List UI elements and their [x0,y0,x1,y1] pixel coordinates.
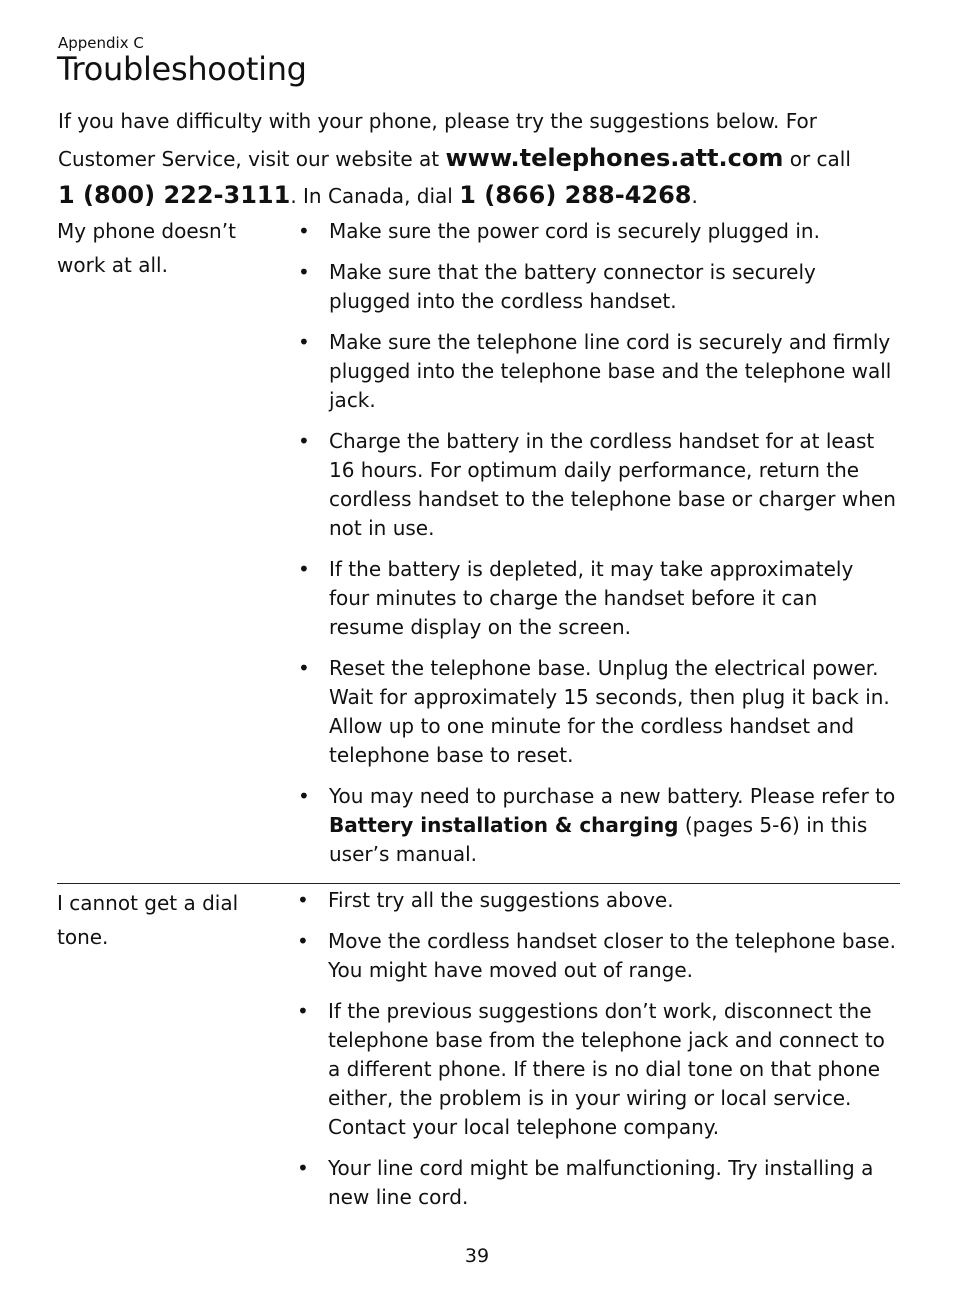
manual-section-reference: Battery installation & charging [329,813,679,837]
bullet-icon: • [297,929,309,953]
bullet-icon: • [298,330,310,354]
list-item-text: Make sure that the battery connector is securely plugged into the cordless handset. [329,260,816,313]
list-item-text: Charge the battery in the cordless handset for at least 16 hours. For optimum daily performance, return the cordless handset to the telephone base or charger when not in use. [329,429,896,540]
bullet-icon: • [297,1156,309,1180]
intro-text: or call [783,146,851,171]
list-item [298,328,898,415]
list-item-text: Reset the telephone base. Unplug the electrical power. Wait for approximately 15 seconds, then plug it back in. Allow up to one minute for the cordless handset and telephone base to reset. [329,656,890,767]
list-item [298,427,898,543]
list-item [298,782,898,869]
appendix-label: Appendix C [58,34,144,52]
list-item-text: Move the cordless handset closer to the telephone base. You might have moved out of range. [328,929,896,982]
list-item [298,217,898,246]
intro-text: . [691,184,698,208]
list-item [298,654,898,770]
bullet-icon: • [298,557,310,581]
canada-phone-number: 1 (866) 288-4268 [459,181,692,209]
list-item-text: Make sure the telephone line cord is securely and firmly plugged into the telephone base and the telephone wall jack. [329,330,892,412]
bullet-icon: • [298,219,310,243]
page-number: 39 [464,1245,490,1267]
list-item-text: You may need to purchase a new battery. Please refer to [329,784,896,808]
intro-text: If you have difficulty with your phone, please try the suggestions below. For Customer Service, visit our website at [58,109,818,171]
us-phone-number: 1 (800) 222-3111 [58,181,291,209]
bullet-icon: • [297,999,309,1023]
bullet-icon: • [298,260,310,284]
intro-text: . In Canada, dial [290,184,460,208]
page-title: Troubleshooting [57,50,307,88]
list-item [297,997,897,1142]
bullet-icon: • [298,429,310,453]
bullet-icon: • [297,888,309,912]
problem-label: My phone doesn’t work at all. [57,219,236,277]
list-item-text: Make sure the power cord is securely plugged in. [329,219,820,243]
solution-list [298,217,898,881]
list-item-text: Your line cord might be malfunctioning. Try installing a new line cord. [328,1156,874,1209]
list-item-text: If the battery is depleted, it may take approximately four minutes to charge the handset before it can resume display on the screen. [329,557,854,639]
list-item [298,555,898,642]
intro-paragraph [58,103,898,215]
website-link[interactable]: www.telephones.att.com [445,143,784,172]
list-item [297,886,897,915]
solution-list [297,886,897,1224]
list-item-text: First try all the suggestions above. [328,888,674,912]
section-divider [57,883,900,884]
list-item-text: If the previous suggestions don’t work, disconnect the telephone base from the telephone jack and connect to a different phone. If there is no dial tone on that phone either, the problem is in your wiring or local service. Contact your local telephone company. [328,999,885,1139]
bullet-icon: • [298,656,310,680]
bullet-icon: • [298,784,310,808]
problem-label: I cannot get a dial tone. [57,891,239,949]
list-item [298,258,898,316]
list-item-text: (pages 5-6) in this user’s manual. [329,813,868,866]
list-item [297,927,897,985]
list-item [297,1154,897,1212]
